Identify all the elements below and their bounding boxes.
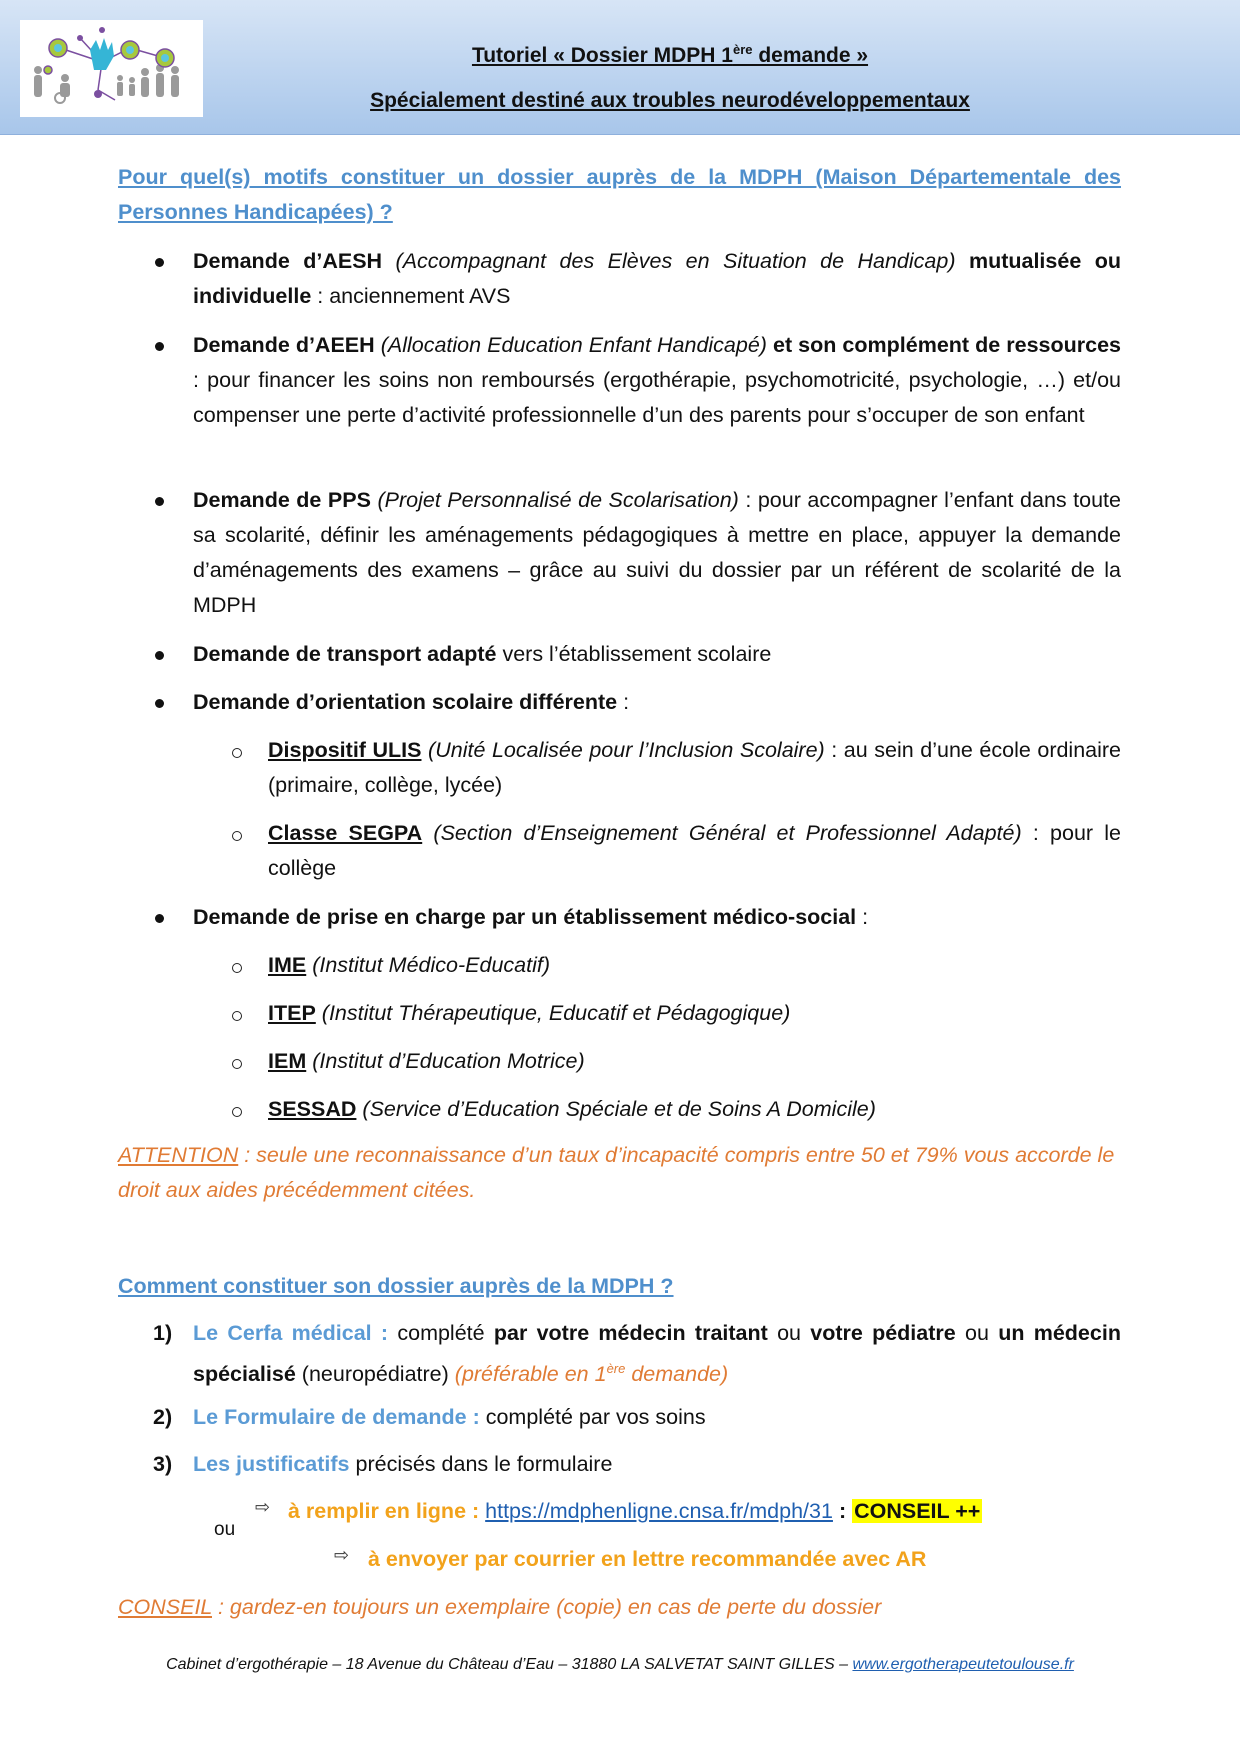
sub-bullet [232,1107,242,1117]
option-mail: ⇨ à envoyer par courrier en lettre recommandée avec AR [334,1542,926,1577]
list-item-orientation: Demande d’orientation scolaire différente : [193,685,1121,720]
list-item-aesh: Demande d’AESH (Accompagnant des Elèves en Situation de Handicap) mutualisée ou individuelle : anciennement AVS [193,244,1121,314]
step-cerfa-medical: 1) Le Cerfa médical : complété par votre médecin traitant ou votre pédiatre ou un médecin spécialisé (neuropédiatre) (préférable en 1ère demande) [153,1321,1121,1387]
or-label: ou [214,1519,236,1540]
right-arrow-icon: ⇨ [255,1497,271,1517]
bullet [155,914,164,923]
conseil-note: CONSEIL : gardez-en toujours un exemplaire (copie) en cas de perte du dossier [118,1595,882,1619]
mdph-online-link[interactable]: https://mdphenligne.cnsa.fr/mdph/31 [485,1499,833,1523]
sublist-item-itep: ITEP (Institut Thérapeutique, Educatif et Pédagogique) [268,996,1121,1031]
sublist-item-ime: IME (Institut Médico-Educatif) [268,948,1121,983]
section2-heading: Comment constituer son dossier auprès de la MDPH ? [118,1274,674,1298]
attention-note: ATTENTION : seule une reconnaissance d’un taux d’incapacité compris entre 50 et 79% vous accorde le droit aux aides précédemment citées. [118,1143,1115,1202]
bullet [155,651,164,660]
tutorial-subtitle: Spécialement destiné aux troubles neurodéveloppementaux [370,89,970,112]
step-justificatifs: 3) Les justificatifs précisés dans le formulaire [153,1452,613,1476]
bullet [155,258,164,267]
section1-heading: Pour quel(s) motifs constituer un dossier auprès de la MDPH (Maison Départementale des Personnes Handicapées) ? [118,165,1121,224]
sub-bullet [232,748,242,758]
logo-illustration [20,20,203,117]
step-formulaire: 2) Le Formulaire de demande : complété par vos soins [153,1405,706,1429]
list-item-pps: Demande de PPS (Projet Personnalisé de Scolarisation) : pour accompagner l’enfant dans toute sa scolarité, définir les aménagements pédagogiques à mettre en place, appuyer la demande d’aménagements des examens – grâce au suivi du dossier par un référent de scolarité de la MDPH [193,483,1121,623]
sublist-item-segpa: Classe SEGPA (Section d’Enseignement Général et Professionnel Adapté) : pour le collège [268,816,1121,886]
bullet [155,342,164,351]
sublist-item-sessad: SESSAD (Service d’Education Spéciale et de Soins A Domicile) [268,1092,1121,1127]
sub-bullet [232,1011,242,1021]
list-item-transport: Demande de transport adapté vers l’établissement scolaire [193,637,1121,672]
bullet [155,497,164,506]
website-link[interactable]: www.ergotherapeutetoulouse.fr [852,1656,1074,1673]
list-item-aeeh: Demande d’AEEH (Allocation Education Enfant Handicapé) et son complément de ressources : pour financer les soins non remboursés (ergothérapie, psychomotricité, psychologie, …) et/ou compenser une perte d’activité professionnelle d’un des parents pour s’occuper de son enfant [193,328,1121,433]
tutorial-title: Tutoriel « Dossier MDPH 1ère demande » [471,42,869,67]
logo [20,20,203,117]
conseil-highlight: CONSEIL ++ [854,1499,981,1523]
list-item-medico-social: Demande de prise en charge par un établissement médico-social : [193,900,1121,935]
sub-bullet [232,1059,242,1069]
sub-bullet [232,963,242,973]
footer: Cabinet d’ergothérapie – 18 Avenue du Château d’Eau – 31880 LA SALVETAT SAINT GILLES – www.ergotherapeutetoulouse.fr [166,1656,1074,1673]
right-arrow-icon: ⇨ [334,1545,350,1565]
bullet [155,699,164,708]
sub-bullet [232,831,242,841]
sublist-item-ulis: Dispositif ULIS (Unité Localisée pour l’Inclusion Scolaire) : au sein d’une école ordinaire (primaire, collège, lycée) [268,733,1121,803]
option-online: ⇨ à remplir en ligne : https://mdphenligne.cnsa.fr/mdph/31 : CONSEIL ++ [255,1494,982,1529]
sublist-item-iem: IEM (Institut d’Education Motrice) [268,1044,1121,1079]
page-header [0,0,1240,135]
